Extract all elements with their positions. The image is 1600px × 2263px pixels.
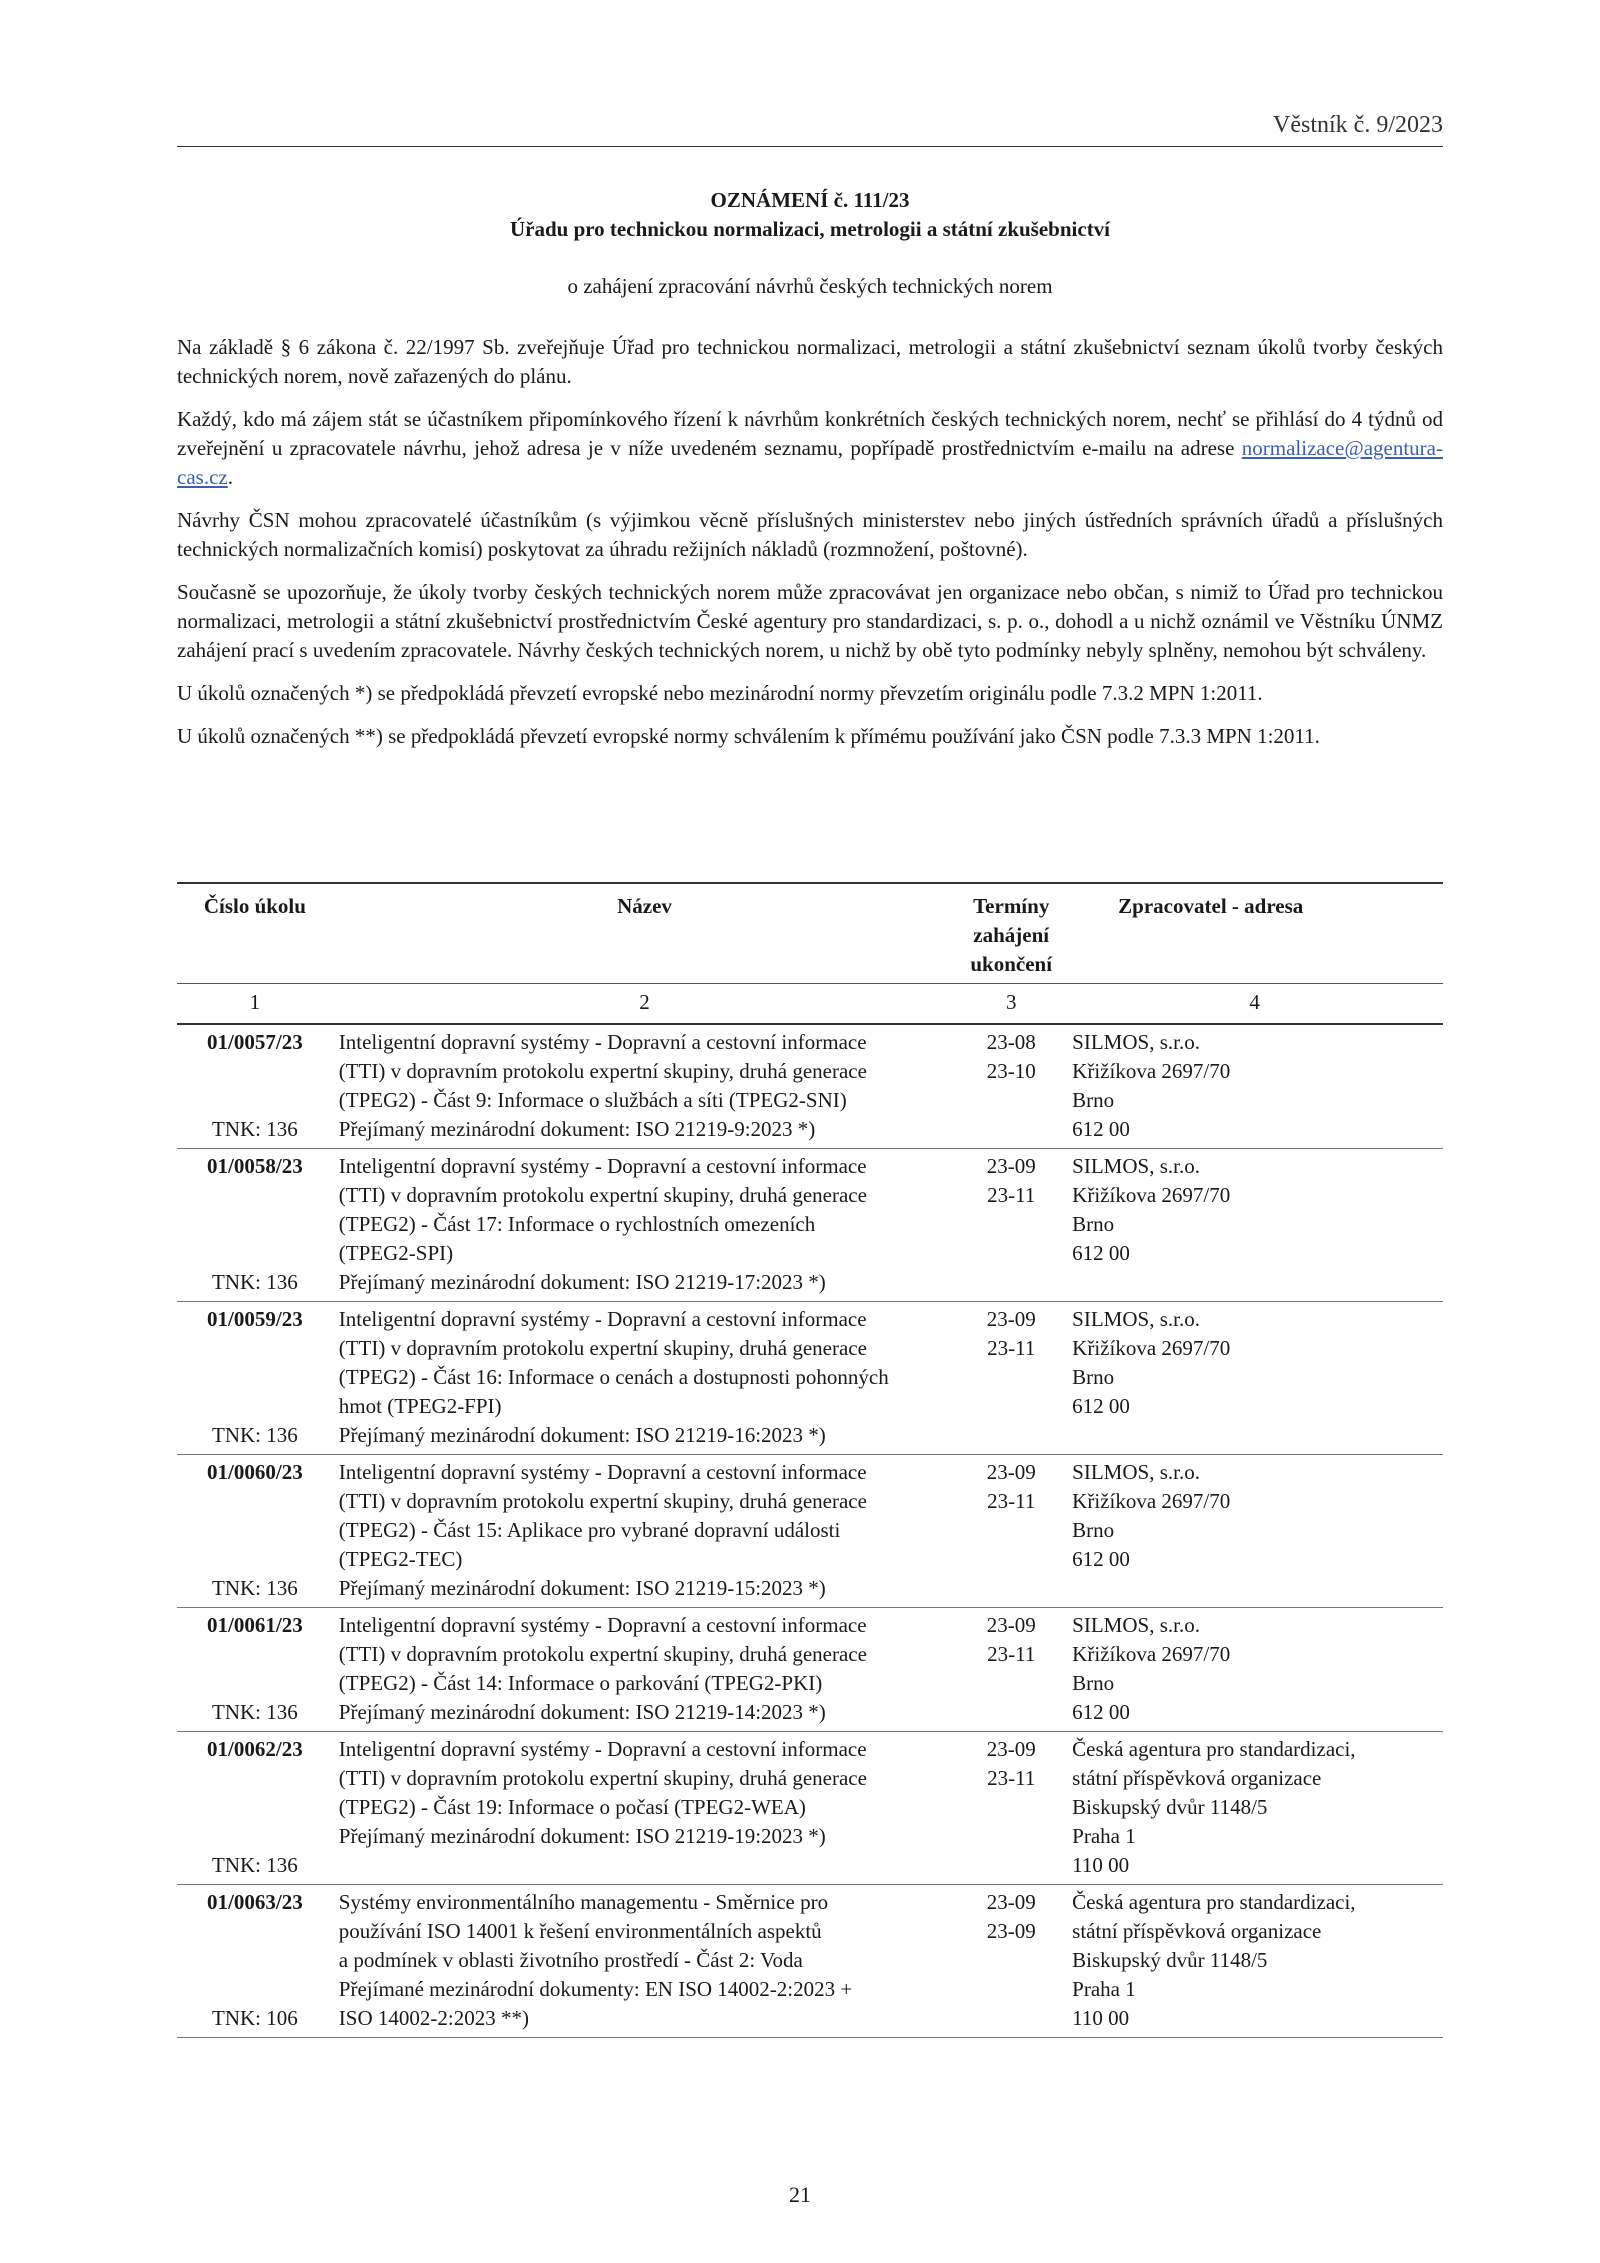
task-name-line: Inteligentní dopravní systémy - Dopravní a cestovní informace	[338, 1030, 867, 1054]
term-start: 23-09	[986, 1737, 1036, 1761]
task-number-cell	[177, 1608, 333, 1732]
processor-address-line: Křižíkova 2697/70	[1072, 1336, 1231, 1360]
paragraph-participation-end: .	[227, 465, 233, 489]
task-name-line: Inteligentní dopravní systémy - Dopravní a cestovní informace	[338, 1613, 867, 1637]
task-id: 01/0057/23	[207, 1030, 303, 1054]
term-end: 23-09	[986, 1919, 1036, 1943]
processor-address-line: Brno	[1072, 1671, 1115, 1695]
task-terms-cell	[956, 1024, 1066, 1149]
table-row	[177, 1885, 1443, 2038]
task-processor-cell	[1066, 1885, 1443, 2038]
task-name-line: (TPEG2) - Část 17: Informace o rychlostních omezeních	[338, 1212, 816, 1236]
processor-address-line: SILMOS, s.r.o.	[1072, 1460, 1200, 1484]
task-id: 01/0058/23	[207, 1154, 303, 1178]
table-header-row	[177, 883, 1443, 984]
task-number-cell	[177, 1024, 333, 1149]
notice-authority: Úřadu pro technickou normalizaci, metrologii a státní zkušebnictví	[509, 217, 1111, 241]
processor-address-line: Křižíkova 2697/70	[1072, 1489, 1231, 1513]
task-terms-cell	[956, 1455, 1066, 1608]
task-name-line: Přejímaný mezinárodní dokument: ISO 21219-17:2023 *)	[338, 1270, 826, 1294]
task-number-cell	[177, 1455, 333, 1608]
paragraph-legal-basis: Na základě § 6 zákona č. 22/1997 Sb. zveřejňuje Úřad pro technickou normalizaci, metrologii a státní zkušebnictví seznam úkolů tvorby českých technických norem, nově zařazených do plánu.	[177, 335, 1443, 388]
processor-address-line: SILMOS, s.r.o.	[1072, 1613, 1200, 1637]
task-number-cell	[177, 1302, 333, 1455]
task-name-line: (TPEG2) - Část 14: Informace o parkování (TPEG2-PKI)	[338, 1671, 823, 1695]
processor-address-line: Biskupský dvůr 1148/5	[1072, 1795, 1268, 1819]
task-name-line: (TTI) v dopravním protokolu expertní skupiny, druhá generace	[338, 1766, 867, 1790]
task-processor-cell	[1066, 1024, 1443, 1149]
processor-address-line: 110 00	[1072, 2006, 1130, 2030]
header-task-number: Číslo úkolu	[177, 883, 333, 984]
processor-address-line: Praha 1	[1072, 1977, 1136, 2001]
term-end: 23-11	[987, 1183, 1036, 1207]
table-row	[177, 1608, 1443, 1732]
task-name-line: Přejímaný mezinárodní dokument: ISO 21219-9:2023 *)	[338, 1117, 816, 1141]
table-row	[177, 1149, 1443, 1302]
header-divider	[177, 146, 1443, 147]
task-name-line: (TTI) v dopravním protokolu expertní skupiny, druhá generace	[338, 1336, 867, 1360]
header-terms	[956, 883, 1066, 984]
notice-number: OZNÁMENÍ č. 111/23	[710, 188, 910, 212]
processor-address-line: Brno	[1072, 1518, 1115, 1542]
notice-heading	[177, 186, 1443, 244]
task-number-cell	[177, 1732, 333, 1885]
task-name-cell	[333, 1455, 956, 1608]
term-start: 23-09	[986, 1613, 1036, 1637]
task-tnk: TNK: 136	[212, 1423, 298, 1447]
task-name-line: Přejímané mezinárodní dokumenty: EN ISO 14002-2:2023 +	[338, 1977, 853, 2001]
table-body	[177, 1024, 1443, 2038]
header-terms-line: ukončení	[970, 952, 1053, 976]
processor-address-line: Brno	[1072, 1212, 1115, 1236]
tasks-table	[177, 882, 1443, 2038]
table-row	[177, 1732, 1443, 1885]
task-processor-cell	[1066, 1455, 1443, 1608]
term-end: 23-11	[987, 1766, 1036, 1790]
processor-address-line: státní příspěvková organizace	[1072, 1919, 1322, 1943]
task-name-line: (TTI) v dopravním protokolu expertní skupiny, druhá generace	[338, 1489, 867, 1513]
processor-address-line: Česká agentura pro standardizaci,	[1072, 1890, 1356, 1914]
task-processor-cell	[1066, 1149, 1443, 1302]
table-row	[177, 1455, 1443, 1608]
task-name-line: hmot (TPEG2-FPI)	[338, 1394, 502, 1418]
task-id: 01/0059/23	[207, 1307, 303, 1331]
task-name-line: (TPEG2) - Část 15: Aplikace pro vybrané dopravní události	[338, 1518, 841, 1542]
journal-issue-title: Věstník č. 9/2023	[1273, 112, 1443, 138]
processor-address-line: Biskupský dvůr 1148/5	[1072, 1948, 1268, 1972]
header-terms-line: zahájení	[973, 923, 1050, 947]
task-name-line: Inteligentní dopravní systémy - Dopravní a cestovní informace	[338, 1737, 867, 1761]
task-number-cell	[177, 1149, 333, 1302]
task-name-line: Inteligentní dopravní systémy - Dopravní a cestovní informace	[338, 1460, 867, 1484]
column-number: 3	[956, 984, 1066, 1025]
task-terms-cell	[956, 1885, 1066, 2038]
column-number: 4	[1066, 984, 1443, 1025]
table-row	[177, 1302, 1443, 1455]
task-id: 01/0060/23	[207, 1460, 303, 1484]
task-name-line: Systémy environmentálního managementu - Směrnice pro	[338, 1890, 829, 1914]
task-name-line: Přejímaný mezinárodní dokument: ISO 21219-16:2023 *)	[338, 1423, 826, 1447]
term-end: 23-11	[987, 1336, 1036, 1360]
paragraph-participation-text: Každý, kdo má zájem stát se účastníkem připomínkového řízení k návrhům konkrétních českých technických norem, nechť se přihlásí do 4 týdnů od zveřejnění u zpracovatele návrhu, jehož adresa je v níže uvedeném seznamu, popřípadě prostřednictvím e-mailu na adrese	[177, 407, 1443, 460]
task-name-line: (TPEG2) - Část 19: Informace o počasí (TPEG2-WEA)	[338, 1795, 806, 1819]
table-column-numbers-row	[177, 984, 1443, 1025]
term-start: 23-09	[986, 1154, 1036, 1178]
paragraph-participation	[177, 405, 1443, 492]
paragraph-footnote-double: U úkolů označených **) se předpokládá převzetí evropské normy schválením k přímému používání jako ČSN podle 7.3.3 MPN 1:2011.	[177, 724, 1320, 748]
header-terms-line: Termíny	[973, 894, 1050, 918]
processor-address-line: SILMOS, s.r.o.	[1072, 1030, 1200, 1054]
notice-subject: o zahájení zpracování návrhů českých technických norem	[567, 274, 1053, 298]
task-name-line: a podmínek v oblasti životního prostředí - Část 2: Voda	[338, 1948, 803, 1972]
header-name: Název	[333, 883, 956, 984]
task-processor-cell	[1066, 1608, 1443, 1732]
task-name-line: Přejímaný mezinárodní dokument: ISO 21219-19:2023 *)	[338, 1824, 826, 1848]
processor-address-line: 612 00	[1072, 1394, 1130, 1418]
task-name-line: ISO 14002-2:2023 **)	[338, 2006, 529, 2030]
task-name-cell	[333, 1024, 956, 1149]
task-processor-cell	[1066, 1732, 1443, 1885]
processor-address-line: Brno	[1072, 1365, 1115, 1389]
task-name-line: (TPEG2) - Část 9: Informace o službách a síti (TPEG2-SNI)	[338, 1088, 847, 1112]
processor-address-line: SILMOS, s.r.o.	[1072, 1154, 1200, 1178]
task-id: 01/0061/23	[207, 1613, 303, 1637]
task-terms-cell	[956, 1732, 1066, 1885]
task-tnk: TNK: 136	[212, 1700, 298, 1724]
processor-address-line: Brno	[1072, 1088, 1115, 1112]
task-tnk: TNK: 136	[212, 1270, 298, 1294]
table-row	[177, 1024, 1443, 1149]
task-name-line: (TTI) v dopravním protokolu expertní skupiny, druhá generace	[338, 1059, 867, 1083]
task-processor-cell	[1066, 1302, 1443, 1455]
task-name-line: (TPEG2) - Část 16: Informace o cenách a dostupnosti pohonných	[338, 1365, 889, 1389]
task-terms-cell	[956, 1149, 1066, 1302]
task-tnk: TNK: 106	[212, 2006, 298, 2030]
column-number: 1	[177, 984, 333, 1025]
processor-address-line: Křižíkova 2697/70	[1072, 1642, 1231, 1666]
task-name-line: (TPEG2-TEC)	[338, 1547, 463, 1571]
term-end: 23-10	[986, 1059, 1036, 1083]
task-name-line: (TPEG2-SPI)	[338, 1241, 454, 1265]
page-number: 21	[789, 2182, 811, 2207]
task-name-cell	[333, 1608, 956, 1732]
term-end: 23-11	[987, 1489, 1036, 1513]
processor-address-line: 612 00	[1072, 1700, 1130, 1724]
paragraph-footnote-single: U úkolů označených *) se předpokládá převzetí evropské nebo mezinárodní normy převzetím originálu podle 7.3.2 MPN 1:2011.	[177, 681, 1263, 705]
processor-address-line: Česká agentura pro standardizaci,	[1072, 1737, 1356, 1761]
paragraph-warning: Současně se upozorňuje, že úkoly tvorby českých technických norem může zpracovávat jen organizace nebo občan, s nimiž to Úřad pro technickou normalizaci, metrologii a státní zkušebnictví prostřednictvím České agentury pro standardizaci, s. p. o., dohodl a u nichž oznámil ve Věstníku ÚNMZ zahájení prací s uvedením zpracovatele. Návrhy českých technických norem, u nichž by obě tyto podmínky nebyly splněny, nemohou být schváleny.	[177, 580, 1443, 662]
term-start: 23-08	[986, 1030, 1036, 1054]
task-name-cell	[333, 1732, 956, 1885]
processor-address-line: Křižíkova 2697/70	[1072, 1183, 1231, 1207]
task-name-line: používání ISO 14001 k řešení environmentálních aspektů	[338, 1919, 822, 1943]
processor-address-line: Křižíkova 2697/70	[1072, 1059, 1231, 1083]
task-tnk: TNK: 136	[212, 1117, 298, 1141]
processor-address-line: 612 00	[1072, 1547, 1130, 1571]
task-name-line: Inteligentní dopravní systémy - Dopravní a cestovní informace	[338, 1307, 867, 1331]
processor-address-line: SILMOS, s.r.o.	[1072, 1307, 1200, 1331]
task-number-cell	[177, 1885, 333, 2038]
term-start: 23-09	[986, 1460, 1036, 1484]
task-name-line: (TTI) v dopravním protokolu expertní skupiny, druhá generace	[338, 1642, 867, 1666]
task-name-cell	[333, 1885, 956, 2038]
task-name-line: Přejímaný mezinárodní dokument: ISO 21219-14:2023 *)	[338, 1700, 826, 1724]
header-processor: Zpracovatel - adresa	[1066, 883, 1443, 984]
task-name-line: (TTI) v dopravním protokolu expertní skupiny, druhá generace	[338, 1183, 867, 1207]
paragraph-fees: Návrhy ČSN mohou zpracovatelé účastníkům (s výjimkou věcně příslušných ministerstev nebo jiných ústředních správních úřadů a příslušných technických normalizačních komisí) poskytovat za úhradu režijních nákladů (rozmnožení, poštovné).	[177, 508, 1443, 561]
processor-address-line: 612 00	[1072, 1117, 1130, 1141]
task-tnk: TNK: 136	[212, 1853, 298, 1877]
task-terms-cell	[956, 1302, 1066, 1455]
task-id: 01/0062/23	[207, 1737, 303, 1761]
task-terms-cell	[956, 1608, 1066, 1732]
processor-address-line: 612 00	[1072, 1241, 1130, 1265]
term-start: 23-09	[986, 1890, 1036, 1914]
task-name-cell	[333, 1149, 956, 1302]
email-link[interactable]: normalizace@agentura-cas.cz	[177, 436, 1443, 489]
notice-body	[177, 333, 1443, 765]
task-name-line: Přejímaný mezinárodní dokument: ISO 21219-15:2023 *)	[338, 1576, 826, 1600]
processor-address-line: Praha 1	[1072, 1824, 1136, 1848]
column-number: 2	[333, 984, 956, 1025]
processor-address-line: 110 00	[1072, 1853, 1130, 1877]
task-name-cell	[333, 1302, 956, 1455]
processor-address-line: státní příspěvková organizace	[1072, 1766, 1322, 1790]
task-tnk: TNK: 136	[212, 1576, 298, 1600]
task-id: 01/0063/23	[207, 1890, 303, 1914]
task-name-line: Inteligentní dopravní systémy - Dopravní a cestovní informace	[338, 1154, 867, 1178]
term-end: 23-11	[987, 1642, 1036, 1666]
term-start: 23-09	[986, 1307, 1036, 1331]
